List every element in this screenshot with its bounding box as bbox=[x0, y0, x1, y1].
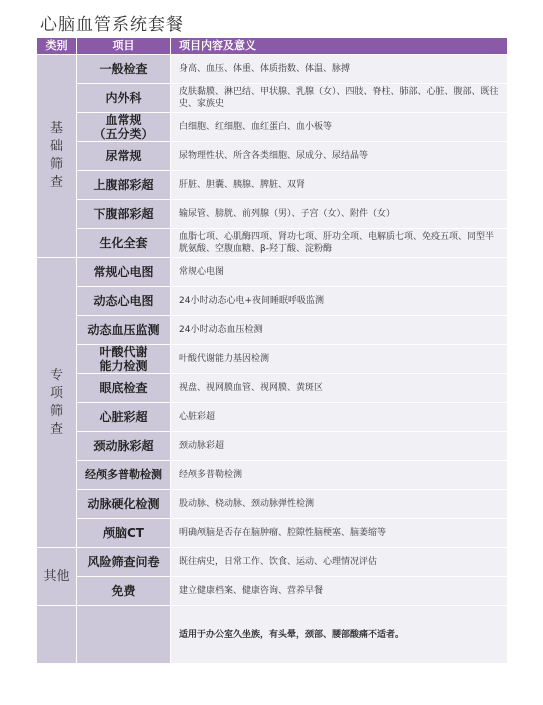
header-item: 项目 bbox=[77, 38, 171, 55]
desc-cell: 颈动脉彩超 bbox=[171, 432, 508, 461]
item-line: 能力检测 bbox=[99, 359, 148, 373]
item-cell: 常规心电图 bbox=[77, 258, 171, 287]
category-other: 其他 bbox=[37, 548, 77, 606]
item-cell: 免费 bbox=[77, 577, 171, 606]
desc-cell: 常规心电图 bbox=[171, 258, 508, 287]
table-row bbox=[37, 461, 508, 490]
desc-cell: 股动脉、桡动脉、颈动脉弹性检测 bbox=[171, 490, 508, 519]
table-header-row bbox=[37, 38, 508, 55]
desc-cell: 身高、血压、体重、体质指数、体温、脉搏 bbox=[171, 55, 508, 84]
item-cell bbox=[77, 345, 171, 374]
header-category: 类别 bbox=[37, 38, 77, 55]
table-row bbox=[37, 258, 508, 287]
table-row bbox=[37, 171, 508, 200]
category-label: 基础筛查 bbox=[49, 121, 63, 190]
page-title: 心脑血管系统套餐 bbox=[40, 15, 184, 35]
item-cell: 颅脑CT bbox=[77, 519, 171, 548]
item-line: （五分类） bbox=[93, 127, 154, 141]
item-cell: 上腹部彩超 bbox=[77, 171, 171, 200]
footer-note: 适用于办公室久坐族，有头晕，颈部、腰部酸痛不适者。 bbox=[171, 606, 508, 664]
table-row bbox=[37, 432, 508, 461]
desc-cell: 白细胞、红细胞、血红蛋白、血小板等 bbox=[171, 113, 508, 142]
item-cell: 颈动脉彩超 bbox=[77, 432, 171, 461]
desc-cell: 建立健康档案、健康咨询、营养早餐 bbox=[171, 577, 508, 606]
table-row bbox=[37, 345, 508, 374]
item-cell: 内外科 bbox=[77, 84, 171, 113]
item-cell: 动态血压监测 bbox=[77, 316, 171, 345]
table-row bbox=[37, 548, 508, 577]
desc-cell: 明确颅脑是否存在脑肿瘤、腔隙性脑梗塞、脑萎缩等 bbox=[171, 519, 508, 548]
table-row bbox=[37, 113, 508, 142]
table-row bbox=[37, 200, 508, 229]
item-cell: 动态心电图 bbox=[77, 287, 171, 316]
category-special bbox=[37, 258, 77, 548]
item-cell: 生化全套 bbox=[77, 229, 171, 258]
table-row bbox=[37, 287, 508, 316]
desc-cell: 尿物理性状、所含各类细胞、尿成分、尿结晶等 bbox=[171, 142, 508, 171]
desc-cell: 24小时动态心电+夜间睡眠呼吸监测 bbox=[171, 287, 508, 316]
table-row bbox=[37, 84, 508, 113]
table-row bbox=[37, 142, 508, 171]
item-cell: 尿常规 bbox=[77, 142, 171, 171]
desc-cell: 心脏彩超 bbox=[171, 403, 508, 432]
package-table bbox=[36, 37, 508, 664]
table-row bbox=[37, 316, 508, 345]
desc-cell: 叶酸代谢能力基因检测 bbox=[171, 345, 508, 374]
item-cell: 风险筛查问卷 bbox=[77, 548, 171, 577]
desc-cell: 视盘、视网膜血管、视网膜、黄斑区 bbox=[171, 374, 508, 403]
item-cell: 经颅多普勒检测 bbox=[77, 461, 171, 490]
desc-cell: 经颅多普勒检测 bbox=[171, 461, 508, 490]
desc-cell: 输尿管、膀胱、前列腺（男）、子宫（女）、附件（女） bbox=[171, 200, 508, 229]
desc-cell: 肝脏、胆囊、胰腺、脾脏、双肾 bbox=[171, 171, 508, 200]
item-cell: 心脏彩超 bbox=[77, 403, 171, 432]
item-line: 叶酸代谢 bbox=[99, 345, 148, 359]
table-row bbox=[37, 374, 508, 403]
desc-cell: 既往病史，日常工作、饮食、运动、心理情况评估 bbox=[171, 548, 508, 577]
desc-cell: 血脂七项、心肌酶四项、肾功七项、肝功全项、电解质七项、免疫五项、同型半胱氨酸、空腹血糖、β-羟丁酸、淀粉酶 bbox=[171, 229, 508, 258]
footer-item-cell bbox=[77, 606, 171, 664]
item-line: 血常规 bbox=[105, 113, 142, 127]
footer-category-cell bbox=[37, 606, 77, 664]
desc-cell: 皮肤黏膜、淋巴结、甲状腺、乳腺（女）、四肢、脊柱、肺部、心脏、腹部、既往史、家族史 bbox=[171, 84, 508, 113]
table-row bbox=[37, 229, 508, 258]
footer-row bbox=[37, 606, 508, 664]
table-row bbox=[37, 577, 508, 606]
item-cell: 一般检查 bbox=[77, 55, 171, 84]
item-cell bbox=[77, 113, 171, 142]
item-cell: 动脉硬化检测 bbox=[77, 490, 171, 519]
table-row bbox=[37, 490, 508, 519]
table-row bbox=[37, 55, 508, 84]
table-row bbox=[37, 403, 508, 432]
item-cell: 眼底检查 bbox=[77, 374, 171, 403]
table-row bbox=[37, 519, 508, 548]
header-content: 项目内容及意义 bbox=[171, 38, 508, 55]
category-basic bbox=[37, 55, 77, 258]
category-label: 专项筛查 bbox=[49, 367, 63, 437]
desc-cell: 24小时动态血压检测 bbox=[171, 316, 508, 345]
item-cell: 下腹部彩超 bbox=[77, 200, 171, 229]
